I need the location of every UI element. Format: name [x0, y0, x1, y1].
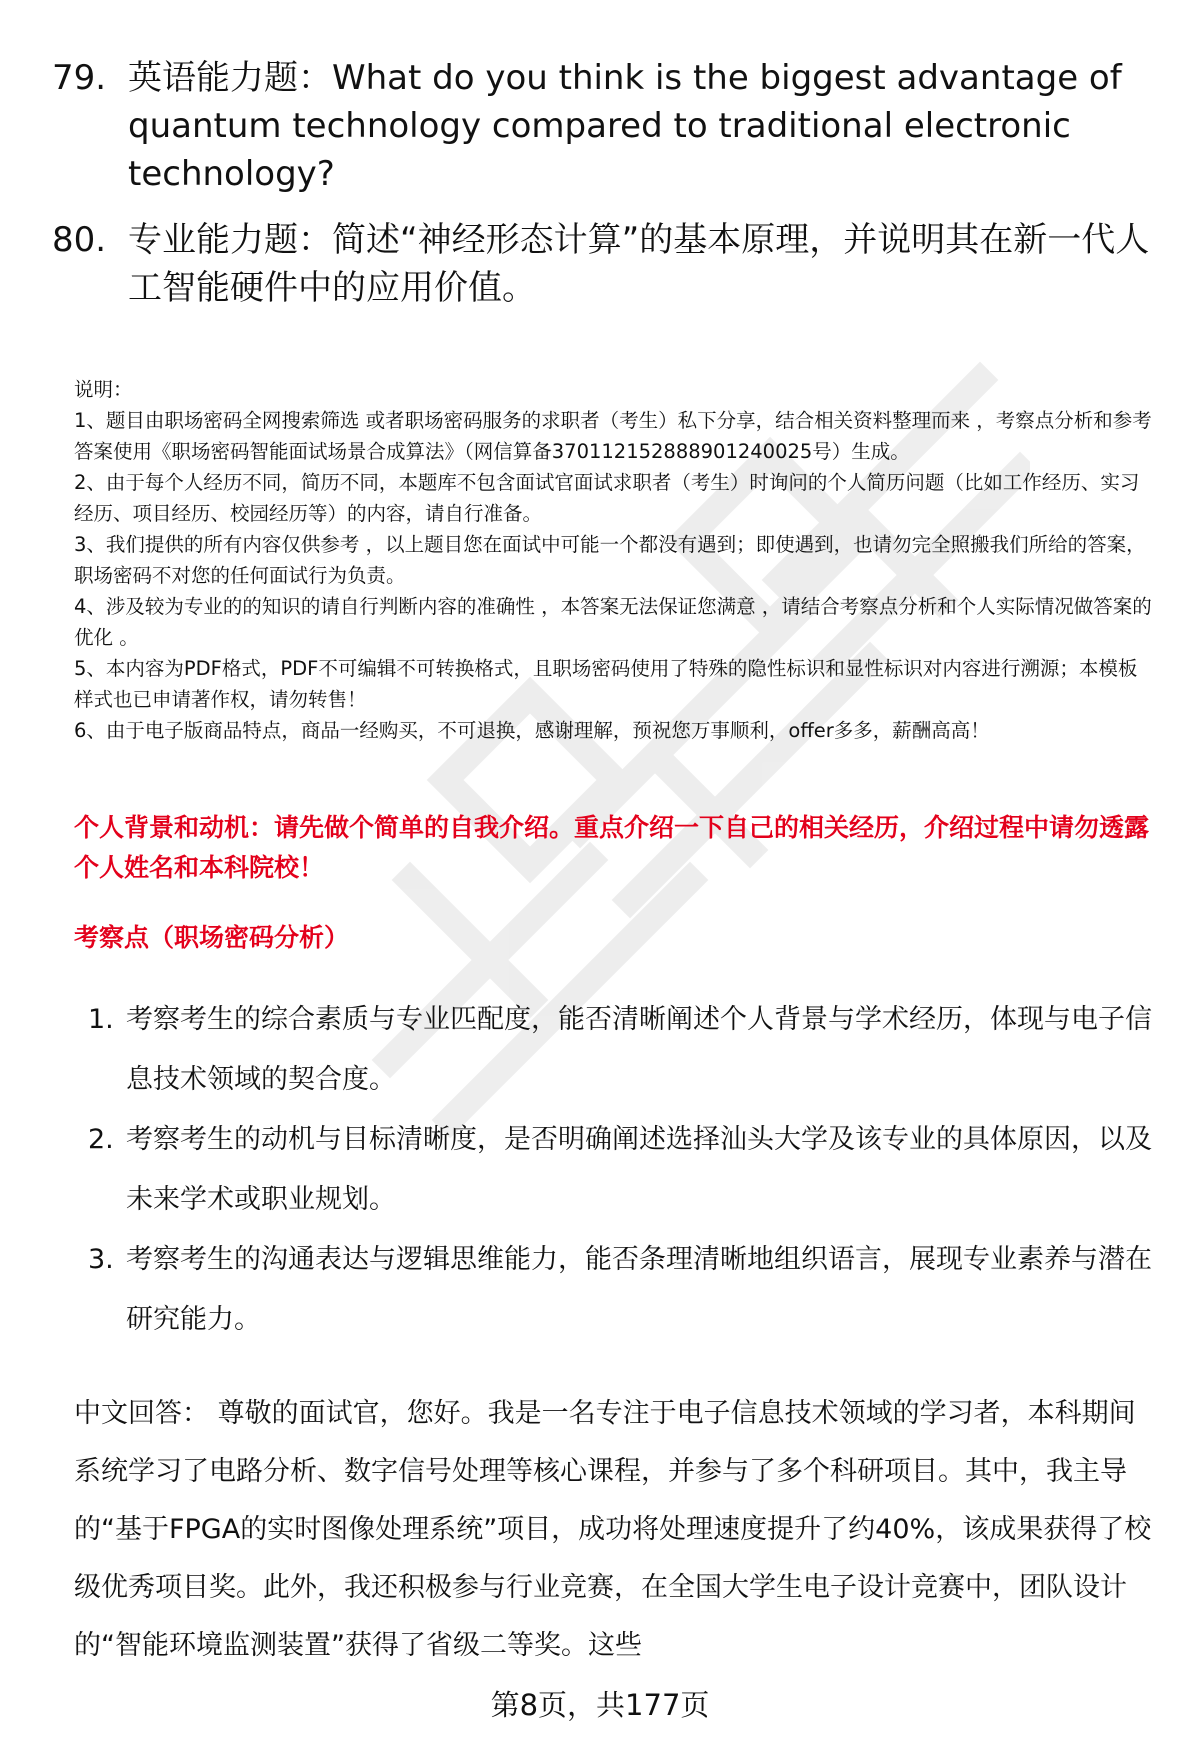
- question-text: 专业能力题：简述“神经形态计算”的基本原理，并说明其在新一代人工智能硬件中的应用价值。: [128, 220, 1150, 308]
- list-item: [74, 1110, 1154, 1230]
- note-item: 2、由于每个人经历不同，简历不同，本题库不包含面试官面试求职者（考生）时询问的个人简历问题（比如工作经历、实习经历、项目经历、校园经历等）的内容，请自行准备。: [74, 471, 1140, 525]
- question-text: 英语能力题：What do you think is the biggest advantage of quantum technology compared to traditional electronic technology?: [128, 58, 1122, 194]
- notes-block: [74, 374, 1154, 746]
- answer-paragraph: 中文回答： 尊敬的面试官，您好。我是一名专注于电子信息技术领域的学习者，本科期间系统学习了电路分析、数字信号处理等核心课程，并参与了多个科研项目。其中，我主导的“基于FPGA的实时图像处理系统”项目，成功将处理速度提升了约40%，该成果获得了校级优秀项目奖。此外，我还积极参与行业竞赛，在全国大学生电子设计竞赛中，团队设计的“智能环境监测装置”获得了省级二等奖。这些: [74, 1398, 1152, 1661]
- notes-title: 说明：: [74, 378, 133, 401]
- list-item: [74, 990, 1154, 1110]
- note-item: 1、题目由职场密码全网搜索筛选 或者职场密码服务的求职者（考生）私下分享，结合相关资料整理而来 ，考察点分析和参考答案使用《职场密码智能面试场景合成算法》（网信算备370112152888901240025号）生成。: [74, 409, 1152, 463]
- section-points-title: 考察点（职场密码分析）: [74, 923, 350, 952]
- point-number: 2.: [88, 1124, 114, 1155]
- point-text: 考察考生的综合素质与专业匹配度，能否清晰阐述个人背景与学术经历，体现与电子信息技术领域的契合度。: [126, 1004, 1152, 1095]
- page-footer: 第8页，共177页: [490, 1688, 710, 1722]
- note-item: 3、我们提供的所有内容仅供参考 ，以上题目您在面试中可能一个都没有遇到；即使遇到，也请勿完全照搬我们所给的答案，职场密码不对您的任何面试行为负责。: [74, 533, 1146, 587]
- question-number: 80.: [52, 220, 107, 260]
- points-list: [74, 990, 1154, 1350]
- question-79: [52, 54, 1152, 198]
- point-text: 考察考生的动机与目标清晰度，是否明确阐述选择汕头大学及该专业的具体原因，以及未来学术或职业规划。: [126, 1124, 1152, 1215]
- point-number: 1.: [88, 1004, 114, 1035]
- note-item: 6、由于电子版商品特点，商品一经购买，不可退换，感谢理解，预祝您万事顺利，offer多多，薪酬高高！: [74, 719, 990, 742]
- section-question-heading: 个人背景和动机：请先做个简单的自我介绍。重点介绍一下自己的相关经历，介绍过程中请勿透露个人姓名和本科院校！: [74, 813, 1150, 882]
- point-text: 考察考生的沟通表达与逻辑思维能力，能否条理清晰地组织语言，展现专业素养与潜在研究能力。: [126, 1244, 1152, 1335]
- point-number: 3.: [88, 1244, 114, 1275]
- question-80: [52, 216, 1152, 312]
- note-item: 5、本内容为PDF格式，PDF不可编辑不可转换格式，且职场密码使用了特殊的隐性标识和显性标识对内容进行溯源；本模板样式也已申请著作权，请勿转售！: [74, 657, 1138, 711]
- note-item: 4、涉及较为专业的的知识的请自行判断内容的准确性 ，本答案无法保证您满意 ，请结合考察点分析和个人实际情况做答案的优化 。: [74, 595, 1152, 649]
- list-item: [74, 1230, 1154, 1350]
- question-number: 79.: [52, 58, 107, 98]
